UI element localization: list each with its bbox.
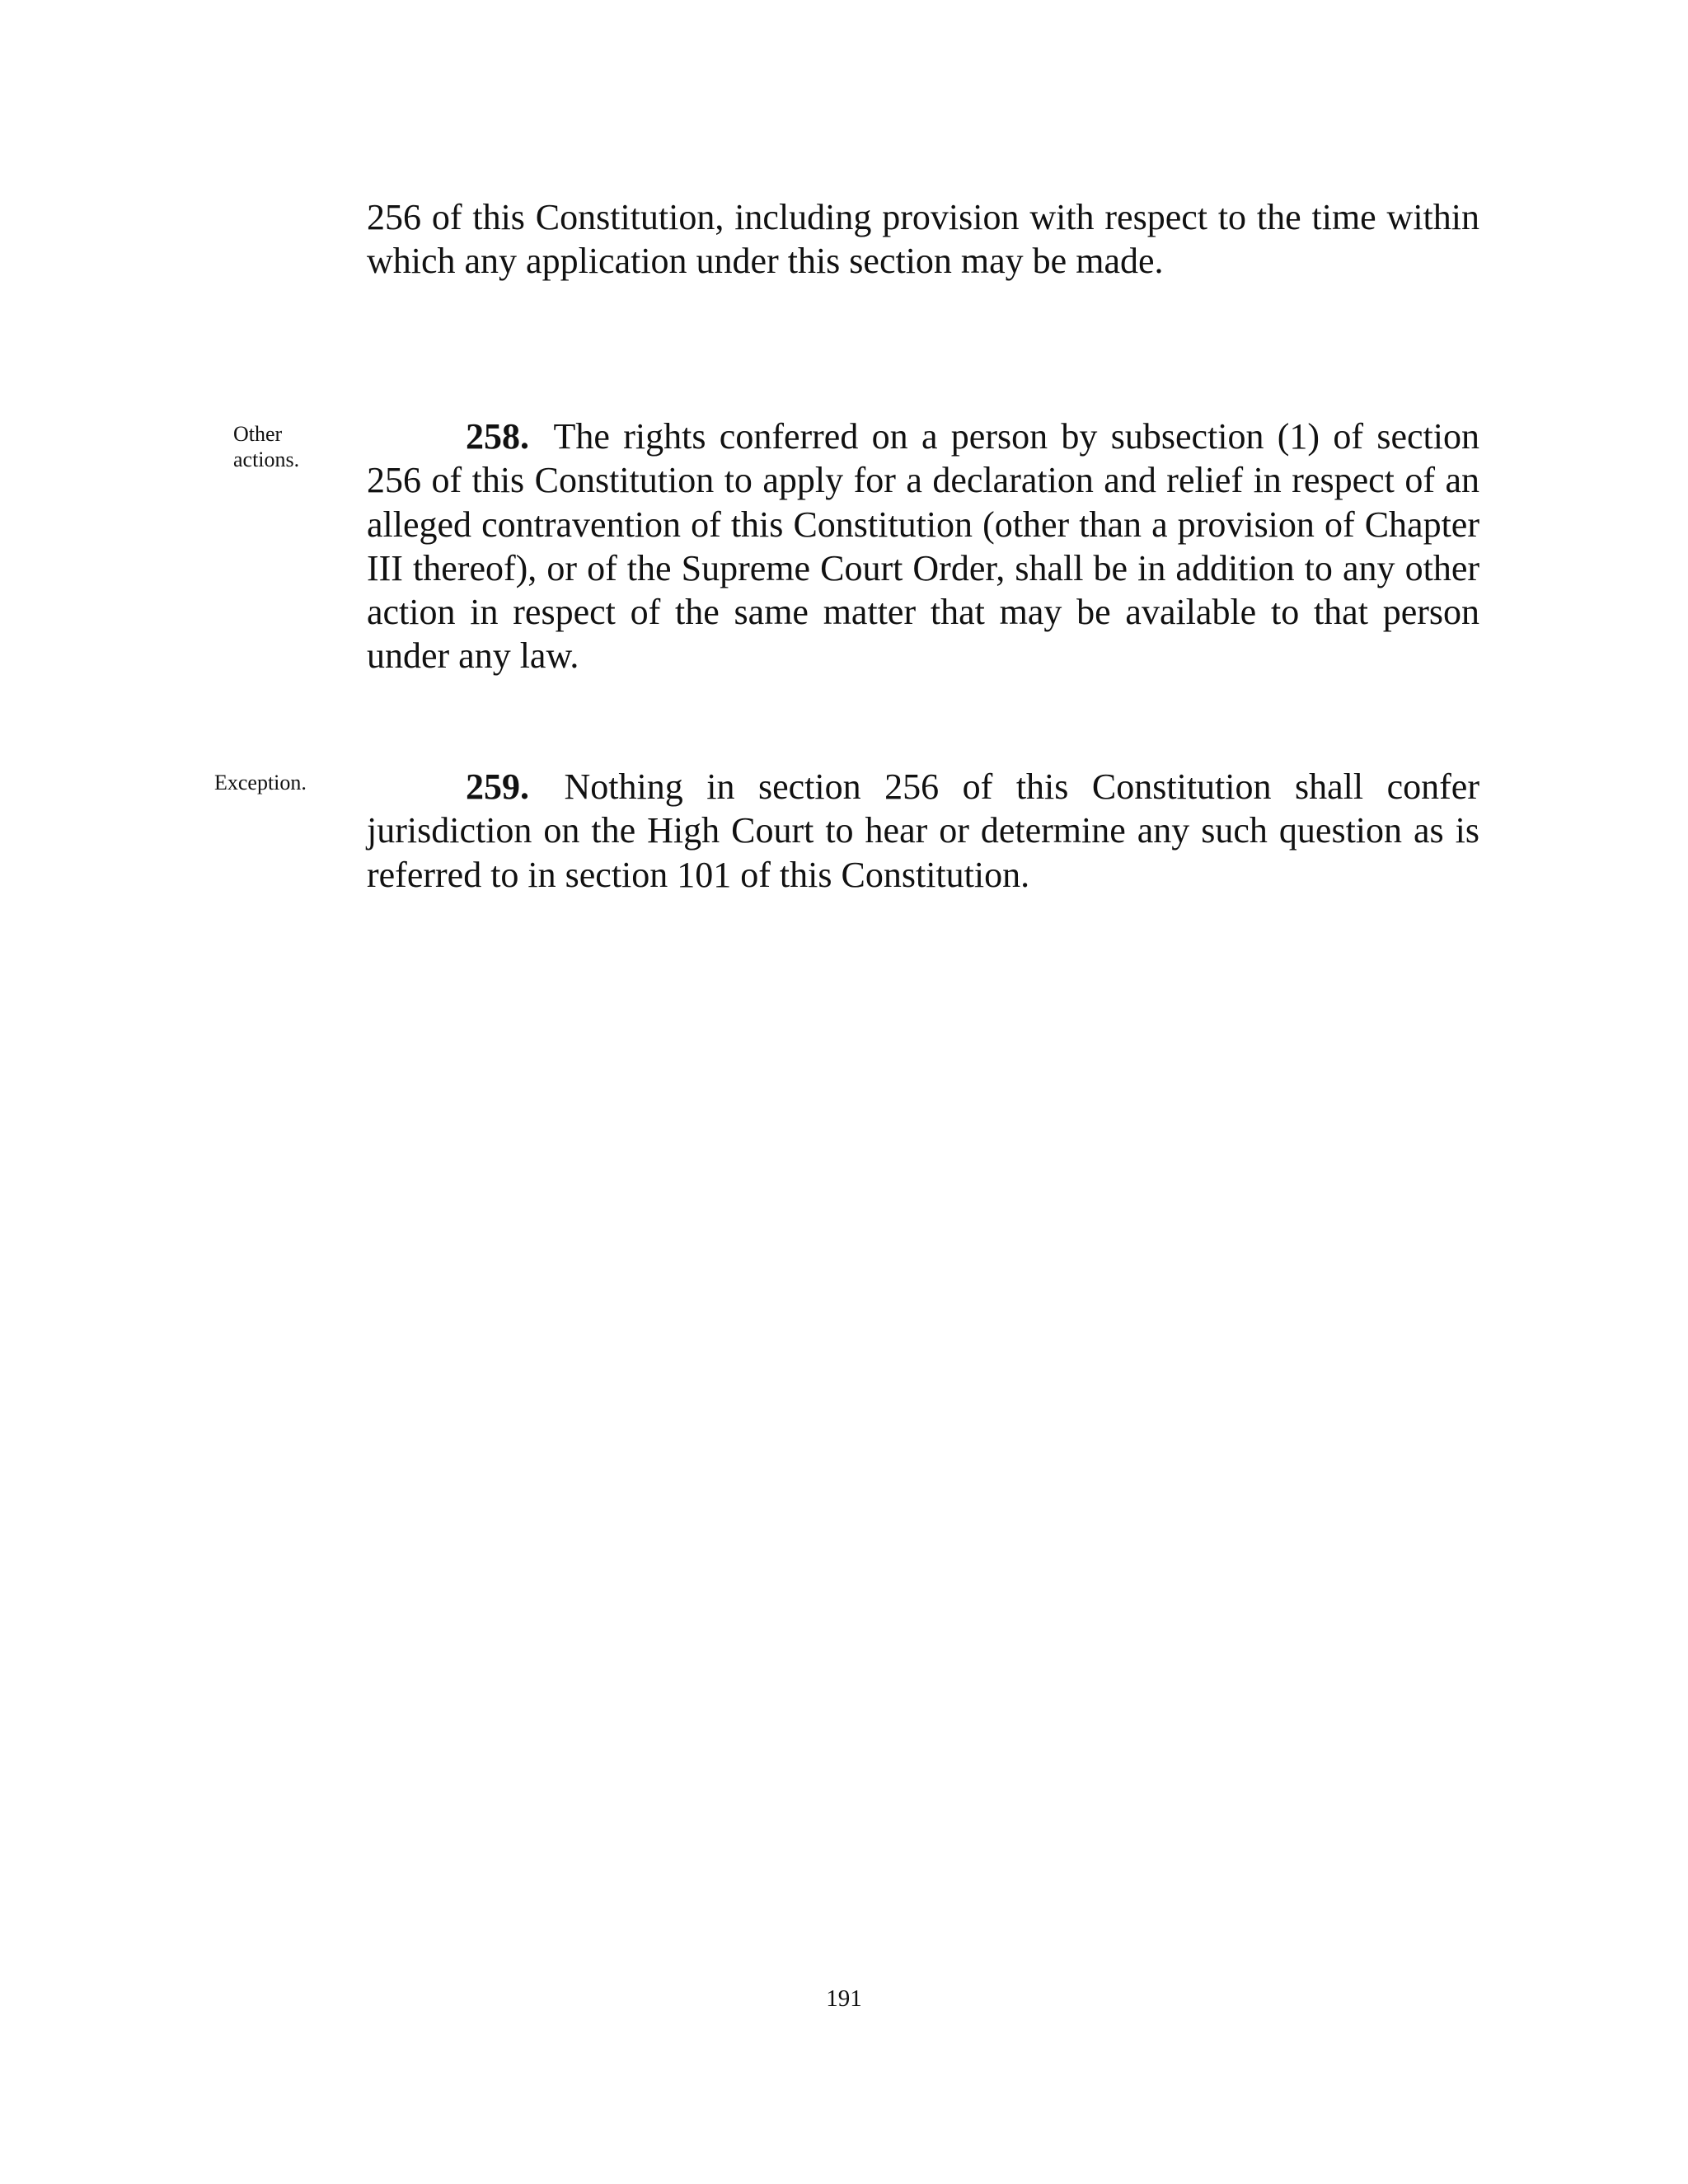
section-259-paragraph <box>367 765 1479 897</box>
section-number: 258. <box>466 416 529 457</box>
margin-note-section-259: Exception. <box>214 771 307 794</box>
section-258-paragraph <box>367 415 1479 678</box>
section-text: The rights conferred on a person by subsection (1) of section 256 of this Constitution to apply for a declaration and relief in respect of an alleged contravention of this Constitution (other than a provision of Chapter III thereof), or of the Supreme Court Order, shall be in addition to any other action in respect of the same matter that may be available to that person under any law. <box>367 416 1479 677</box>
section-number: 259. <box>466 766 529 807</box>
margin-note-line: actions. <box>233 448 300 471</box>
margin-note-line: Other <box>233 422 283 446</box>
margin-note-section-258 <box>233 421 299 472</box>
continuation-paragraph: 256 of this Constitution, including provision with respect to the time within which any application under this section may be made. <box>367 197 1479 282</box>
section-text: Nothing in section 256 of this Constitution shall confer jurisdiction on the High Court to hear or determine any such question as is referred to in section 101 of this Constitution. <box>367 766 1479 895</box>
page-number: 191 <box>826 1985 862 2012</box>
